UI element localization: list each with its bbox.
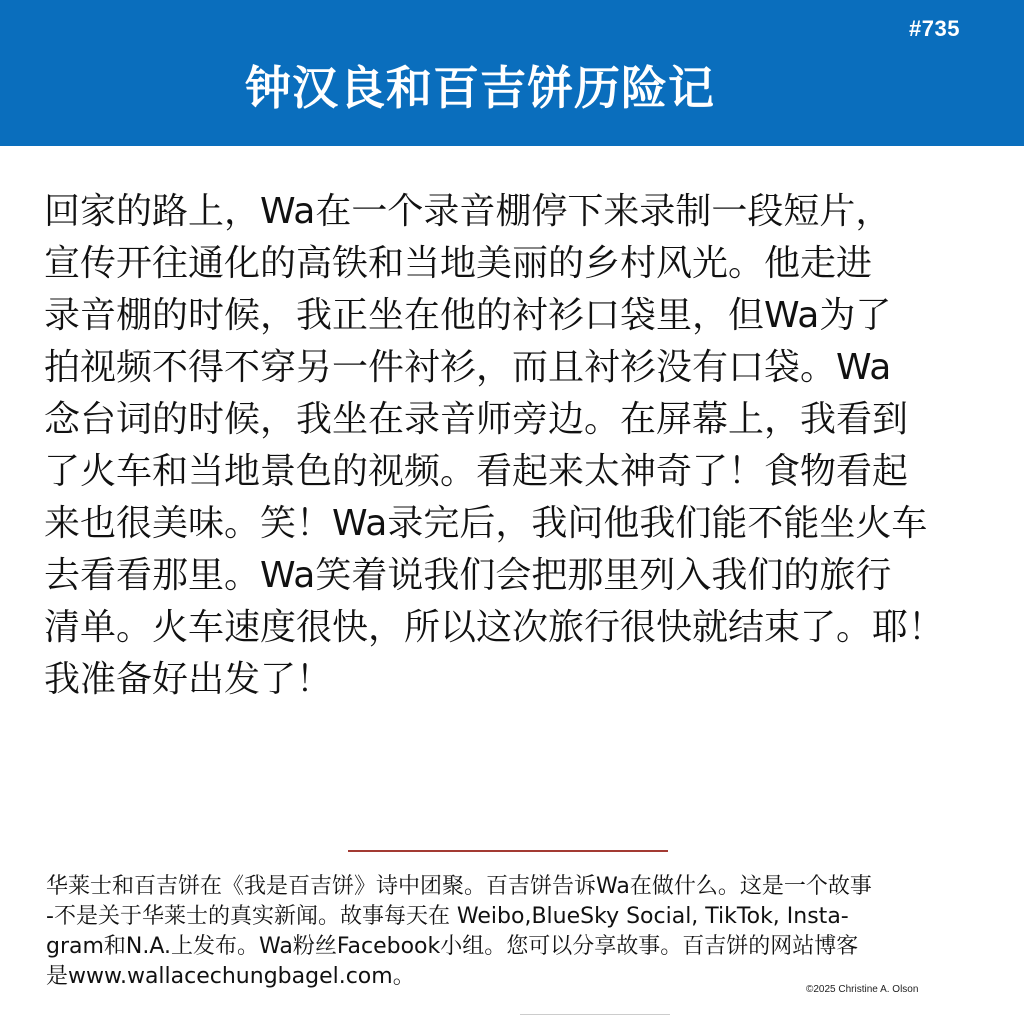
footer-note-line: gram和N.A.上发布。Wa粉丝Facebook小组。您可以分享故事。百吉饼的网站博客: [46, 934, 859, 959]
section-divider: [348, 850, 668, 852]
story-line: 宣传开往通化的高铁和当地美丽的乡村风光。他走进: [44, 243, 873, 284]
story-line: 来也很美味。笑！Wa录完后，我问他我们能不能坐火车: [44, 503, 928, 544]
story-line: 录音棚的时候，我正坐在他的衬衫口袋里，但Wa为了: [44, 295, 892, 336]
story-line: 念台词的时候，我坐在录音师旁边。在屏幕上，我看到: [44, 399, 909, 440]
footer-note-line: 是www.wallacechungbagel.com。: [46, 964, 415, 989]
footer-note: [46, 872, 982, 992]
episode-number: #735: [909, 16, 960, 41]
page-title: 钟汉良和百吉饼历险记: [245, 61, 715, 115]
story-line: 去看看那里。Wa笑着说我们会把那里列入我们的旅行: [44, 555, 892, 596]
story-body: [44, 186, 984, 706]
footer-note-line: -不是关于华莱士的真实新闻。故事每天在 Weibo,BlueSky Social, TikTok, Insta-: [46, 904, 849, 929]
story-line: 回家的路上，Wa在一个录音棚停下来录制一段短片，: [44, 191, 892, 232]
story-line: 了火车和当地景色的视频。看起来太神奇了！食物看起: [44, 451, 909, 492]
story-line: 我准备好出发了！: [44, 659, 333, 700]
header-banner: [0, 0, 1024, 146]
story-line: 清单。火车速度很快，所以这次旅行很快就结束了。耶！: [44, 607, 945, 648]
story-line: 拍视频不得不穿另一件衬衫，而且衬衫没有口袋。Wa: [44, 347, 892, 388]
copyright-notice: ©2025 Christine A. Olson: [806, 984, 919, 995]
footer-note-line: 华莱士和百吉饼在《我是百吉饼》诗中团聚。百吉饼告诉Wa在做什么。这是一个故事: [46, 874, 872, 899]
bottom-divider: [520, 1014, 670, 1015]
